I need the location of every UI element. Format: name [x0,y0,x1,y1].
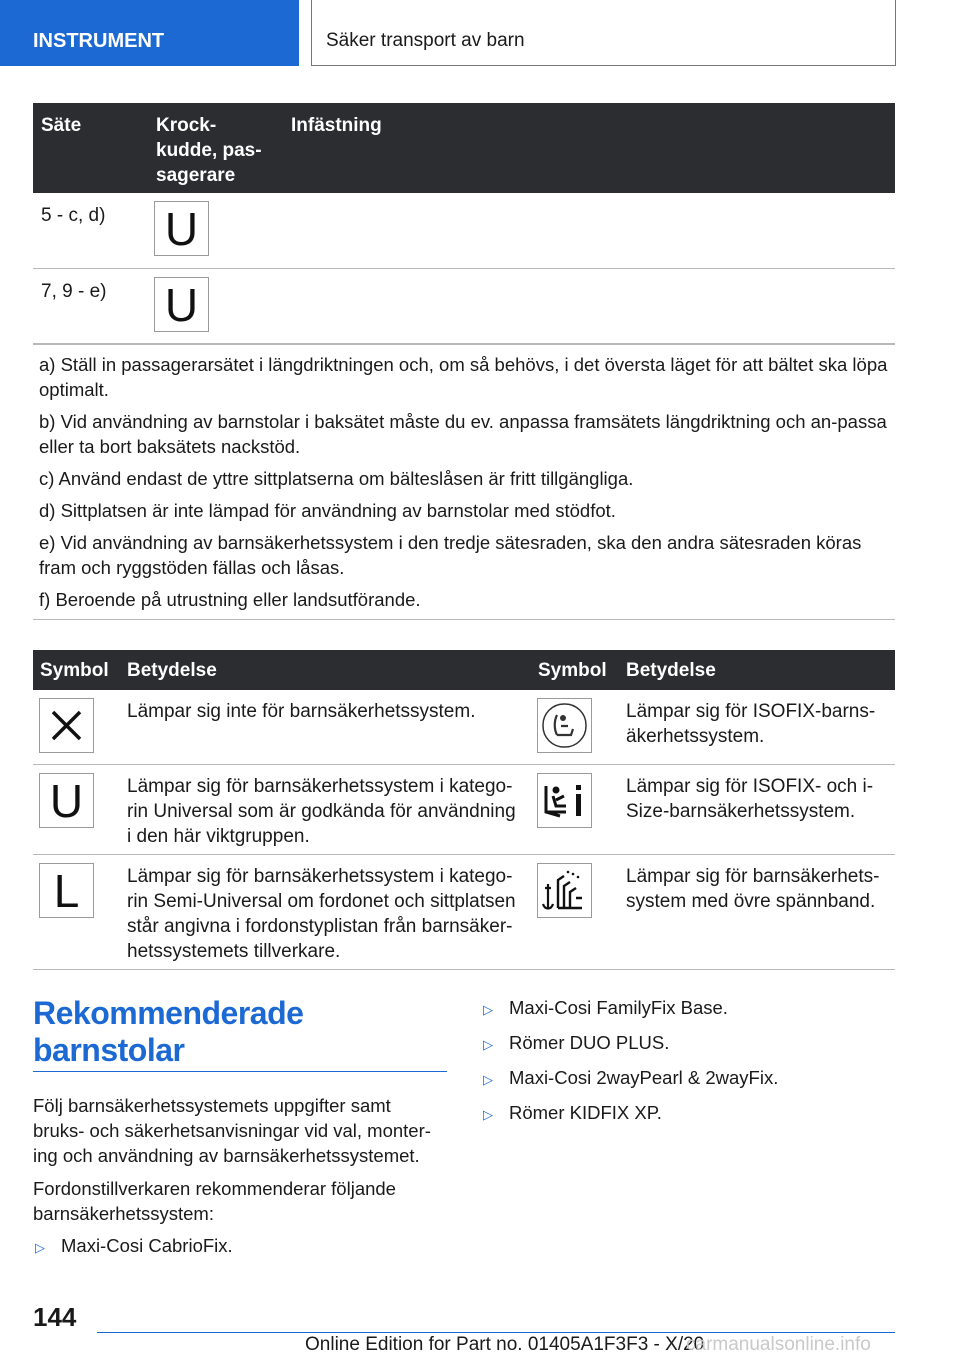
triangle-bullet-icon: ▷ [35,1240,45,1255]
header-seat: Säte [41,115,82,136]
triangle-bullet-icon: ▷ [483,1037,493,1052]
seat-label: 7, 9 - e) [41,281,107,302]
watermark: carmanualsonline.info [686,1334,871,1355]
footnote: f) Beroende på utrustning eller landsutförande. [39,589,421,610]
header-airbag: Krock- kudde, pas- sagerare [156,115,262,186]
i-size-icon [537,773,592,828]
symbol-meaning: Lämpar sig för barnsäkerhets-system med övre spännband. [626,866,880,912]
footer-divider [97,1332,895,1333]
footnote: c) Använd endast de yttre sittplatserna om bälteslåsen är fritt tillgängliga. [39,468,634,489]
header-meaning: Betydelse [127,659,217,681]
table-row [33,765,895,855]
page-number: 144 [33,1302,77,1332]
footnote: e) Vid användning av barnsäkerhetssystem i den tredje sätesraden, ska den andra sätesraden köras fram och ryggstöden fällas och låsas. [39,532,862,578]
triangle-bullet-icon: ▷ [483,1107,493,1122]
universal-icon: U [154,201,209,256]
universal-icon: U [154,277,209,332]
symbol-meaning: Lämpar sig för barnsäkerhetssystem i katego-rin Semi-Universal om fordonet och sittplatsen står angivna i fordonstyplistan från barnsäker-hetssystemets tillverkare. [127,866,516,962]
triangle-bullet-icon: ▷ [483,1072,493,1087]
seat-label: 5 - c, d) [41,205,106,226]
header-symbol: Symbol [538,659,607,681]
section-paragraph: Följ barnsäkerhetssystemets uppgifter samt bruks- och säkerhetsanvisningar vid val, monter-ing och användning av barnsäkerhetssystemet. [33,1095,431,1166]
section-tab: INSTRUMENT [0,0,299,66]
footnote: d) Sittplatsen är inte lämpad för användning av barnstolar med stödfot. [39,500,616,521]
symbol-meaning: Lämpar sig inte för barnsäkerhetssystem. [127,701,476,722]
recommended-list-right [481,995,895,1135]
footnote: b) Vid användning av barnstolar i baksätet måste du ev. anpassa framsätets längdriktning och an-passa eller ta bort baksätets nackstöd. [39,411,887,457]
table-row [33,690,895,765]
heading-divider [33,1071,447,1072]
table-row [33,193,895,269]
header-meaning: Betydelse [626,659,716,681]
universal-icon: U [39,773,94,828]
symbol-meaning: Lämpar sig för ISOFIX- och i-Size-barnsäkerhetssystem. [626,776,874,822]
recommended-list-left [33,1233,447,1260]
footnote: a) Ställ in passagerarsätet i längdriktningen och, om så behövs, i det översta läget för att bältet ska löpa optimalt. [39,354,888,400]
seat-table-header [33,103,895,193]
symbol-meaning: Lämpar sig för ISOFIX-barns-äkerhetssystem. [626,701,876,747]
header-symbol: Symbol [40,659,109,681]
triangle-bullet-icon: ▷ [483,1002,493,1017]
list-item: ▷ Maxi-Cosi 2wayPearl & 2wayFix. [481,1065,895,1092]
list-item: ▷ Römer KIDFIX XP. [481,1100,895,1127]
symbol-table [33,650,895,970]
list-item: ▷ Maxi-Cosi FamilyFix Base. [481,995,895,1022]
edition-text: Online Edition for Part no. 01405A1F3F3 - X/20 [305,1334,705,1355]
list-item: ▷ Maxi-Cosi CabrioFix. [33,1233,447,1260]
semi-universal-icon: L [39,863,94,918]
table-row [33,855,895,970]
chapter-title: Säker transport av barn [311,0,896,66]
footnotes [33,343,895,620]
symbol-table-header [33,650,895,690]
top-tether-icon [537,863,592,918]
list-item: ▷ Römer DUO PLUS. [481,1030,895,1057]
symbol-meaning: Lämpar sig för barnsäkerhetssystem i katego-rin Universal som är godkända för användning i den här viktgruppen. [127,776,516,847]
section-paragraph: Fordonstillverkaren rekommenderar följande barnsäkerhetssystem: [33,1178,396,1224]
section-heading: Rekommenderade barnstolar [33,995,304,1068]
table-row [33,269,895,345]
cross-icon [39,698,94,753]
isofix-icon [537,698,592,753]
seat-table [33,103,895,345]
header-mounting: Infästning [291,115,382,136]
